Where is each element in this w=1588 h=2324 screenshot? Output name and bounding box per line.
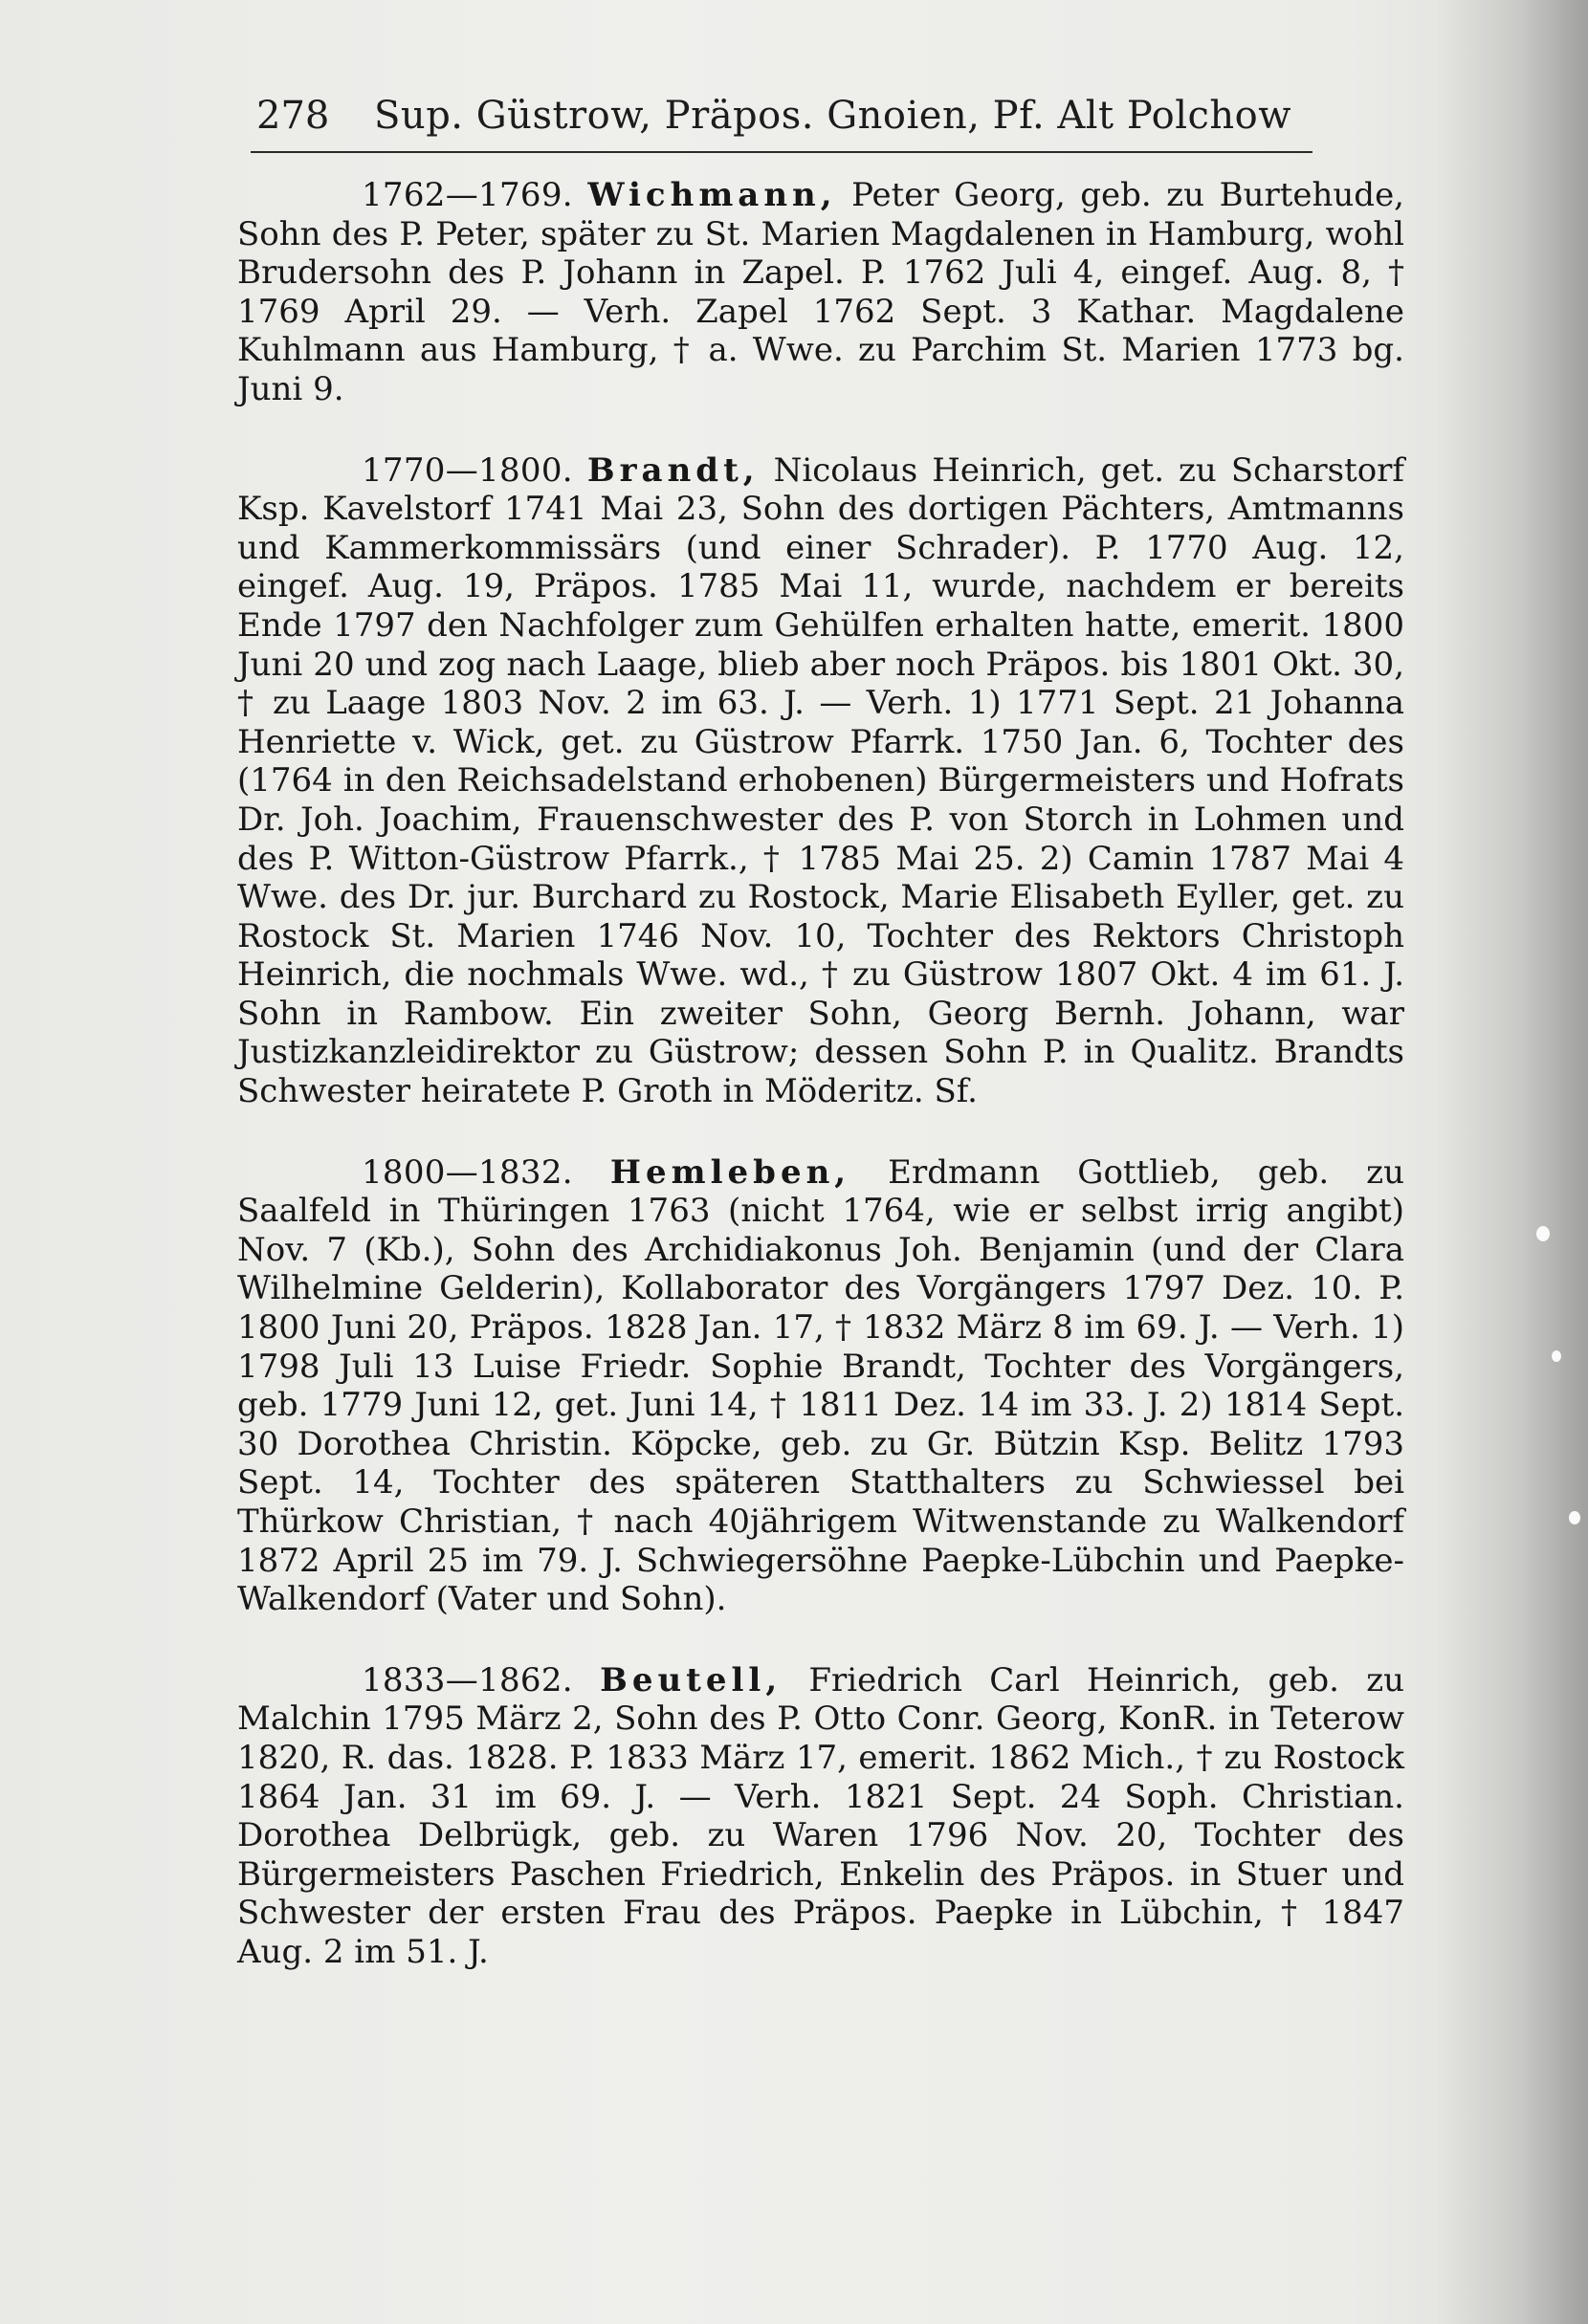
running-head: Sup. Güstrow, Präpos. Gnoien, Pf. Alt Polchow [374,94,1291,138]
entry-years: 1770—1800. [362,450,573,490]
entry-name: Brandt, [586,450,760,490]
entry-years: 1762—1769. [362,176,573,214]
entry-years: 1800—1832. [362,1152,573,1192]
page-number: 278 [256,94,330,138]
page-body [237,176,1404,2014]
pastor-entry [237,451,1404,1111]
entry-name: Hemleben, [609,1152,851,1192]
page-edge-shadow [1435,0,1588,2324]
entry-text: Erdmann Gottlieb, geb. zu Saalfeld in Thüringen 1763 (nicht 1764, wie er selbst irrig angibt) Nov. 7 (Kb.), Sohn des Archidiakonus Joh. Benjamin (und der Clara Wilhelmine Gelderin), Kollaborator des Vorgängers 1797 Dez. 10. P. 1800 Juni 20, Präpos. 1828 Jan. 17, † 1832 März 8 im 69. J. — Verh. 1) 1798 Juli 13 Luise Friedr. Sophie Brandt, Tochter des Vorgängers, geb. 1779 Juni 12, get. Juni 14, † 1811 Dez. 14 im 33. J. 2) 1814 Sept. 30 Dorothea Christin. Köpcke, geb. zu Gr. Bützin Ksp. Belitz 1793 Sept. 14, Tochter des späteren Statthalters zu Schwiessel bei Thürkow Christian, † nach 40jährigem Witwenstande zu Walkendorf 1872 April 25 im 79. J. Schwiegersöhne Paepke-Lübchin und Paepke-Walkendorf (Vater und Sohn). [237,1152,1404,1619]
pastor-entry [237,176,1404,409]
paper-speck [1536,1226,1550,1241]
paper-speck [1552,1350,1561,1362]
entry-years: 1833—1862. [362,1660,573,1699]
page-header [251,88,1312,153]
entry-text: Peter Georg, geb. zu Burtehude, Sohn des P. Peter, später zu St. Marien Magdalenen in Hamburg, wohl Brudersohn des P. Johann in Zapel. P. 1762 Juli 4, eingef. Aug. 8, † 1769 April 29. — Verh. Zapel 1762 Sept. 3 Kathar. Magdalene Kuhlmann aus Hamburg, † a. Wwe. zu Parchim St. Marien 1773 bg. Juni 9. [237,176,1404,408]
pastor-entry [237,1661,1404,1972]
pastor-entry [237,1153,1404,1619]
entry-name: Wichmann, [587,176,837,214]
paper-speck [1569,1511,1580,1524]
entry-text: Friedrich Carl Heinrich, geb. zu Malchin 1795 März 2, Sohn des P. Otto Conr. Georg, KonR. in Teterow 1820, R. das. 1828. P. 1833 März 17, emerit. 1862 Mich., † zu Rostock 1864 Jan. 31 im 69. J. — Verh. 1821 Sept. 24 Soph. Christian. Dorothea Delbrügk, geb. zu Waren 1796 Nov. 20, Tochter des Bürgermeisters Paschen Friedrich, Enkelin des Präpos. in Stuer und Schwester der ersten Frau des Präpos. Paepke in Lübchin, † 1847 Aug. 2 im 51. J. [237,1660,1405,1971]
entry-text: Nicolaus Heinrich, get. zu Scharstorf Ksp. Kavelstorf 1741 Mai 23, Sohn des dortigen Pächters, Amtmanns und Kammerkommissärs (und einer Schrader). P. 1770 Aug. 12, eingef. Aug. 19, Präpos. 1785 Mai 11, wurde, nachdem er bereits Ende 1797 den Nachfolger zum Gehülfen erhalten hatte, emerit. 1800 Juni 20 und zog nach Laage, blieb aber noch Präpos. bis 1801 Okt. 30, † zu Laage 1803 Nov. 2 im 63. J. — Verh. 1) 1771 Sept. 21 Johanna Henriette v. Wick, get. zu Güstrow Pfarrk. 1750 Jan. 6, Tochter des (1764 in den Reichsadelstand erhobenen) Bürgermeisters und Hofrats Dr. Joh. Joachim, Frauenschwester des P. von Storch in Lohmen und des P. Witton-Güstrow Pfarrk., † 1785 Mai 25. 2) Camin 1787 Mai 4 Wwe. des Dr. jur. Burchard zu Rostock, Marie Elisabeth Eyller, get. zu Rostock St. Marien 1746 Nov. 10, Tochter des Rektors Christoph Heinrich, die nochmals Wwe. wd., † zu Güstrow 1807 Okt. 4 im 61. J. Sohn in Rambow. Ein zweiter Sohn, Georg Bernh. Johann, war Justizkanzleidirektor zu Güstrow; dessen Sohn P. in Qualitz. Brandts Schwester heiratete P. Groth in Möderitz. Sf. [237,450,1405,1111]
entry-name: Beutell, [600,1660,783,1699]
